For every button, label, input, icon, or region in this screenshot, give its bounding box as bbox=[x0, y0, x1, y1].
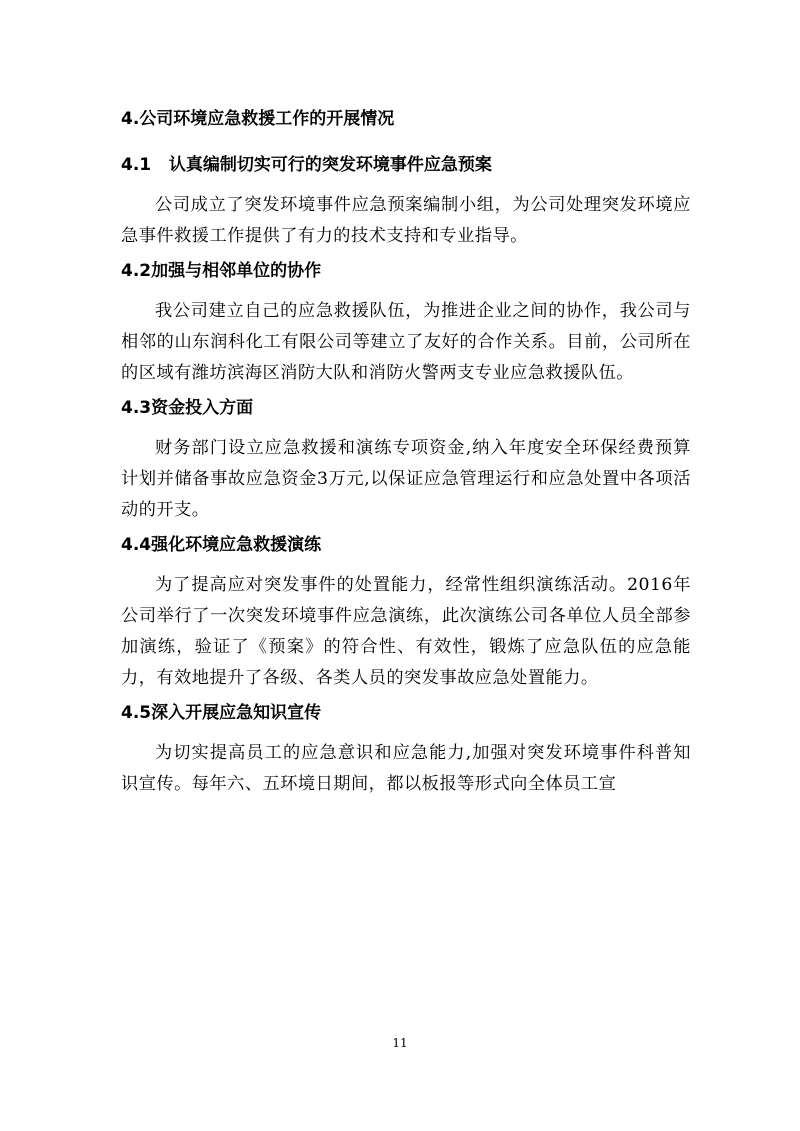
section-4-5 bbox=[121, 700, 691, 800]
document-title: 4.公司环境应急救援工作的开展情况 bbox=[121, 109, 395, 129]
section-heading: 4.5深入开展应急知识宣传 bbox=[121, 703, 322, 723]
page-number: 11 bbox=[392, 1036, 408, 1050]
section-4-1 bbox=[121, 152, 691, 252]
section-heading: 4.1 认真编制切实可行的突发环境事件应急预案 bbox=[121, 155, 492, 175]
page-content bbox=[121, 100, 691, 800]
section-paragraph: 财务部门设立应急救援和演练专项资金,纳入年度安全环保经费预算计划并储备事故应急资金3万元,以保证应急管理运行和应急处置中各项活动的开支。 bbox=[121, 438, 691, 520]
section-paragraph: 为切实提高员工的应急意识和应急能力,加强对突发环境事件科普知识宣传。每年六、五环境日期间，都以板报等形式向全体员工宣 bbox=[121, 743, 691, 794]
section-heading: 4.3资金投入方面 bbox=[121, 398, 254, 418]
section-paragraph: 公司成立了突发环境事件应急预案编制小组，为公司处理突发环境应急事件救援工作提供了有力的技术支持和专业指导。 bbox=[121, 195, 691, 246]
section-4-3 bbox=[121, 395, 691, 526]
section-paragraph: 为了提高应对突发事件的处置能力，经常性组织演练活动。2016年公司举行了一次突发环境事件应急演练，此次演练公司各单位人员全部参加演练，验证了《预案》的符合性、有效性，锻炼了应急队伍的应急能力，有效地提升了各级、各类人员的突发事故应急处置能力。 bbox=[121, 575, 691, 688]
section-4-2 bbox=[121, 258, 691, 389]
section-paragraph: 我公司建立自己的应急救援队伍，为推进企业之间的协作，我公司与相邻的山东润科化工有限公司等建立了友好的合作关系。目前，公司所在的区域有潍坊滨海区消防大队和消防火警两支专业应急救援队伍。 bbox=[121, 301, 691, 383]
section-heading: 4.2加强与相邻单位的协作 bbox=[121, 261, 322, 281]
section-heading: 4.4强化环境应急救援演练 bbox=[121, 535, 322, 555]
section-4-4 bbox=[121, 532, 691, 694]
